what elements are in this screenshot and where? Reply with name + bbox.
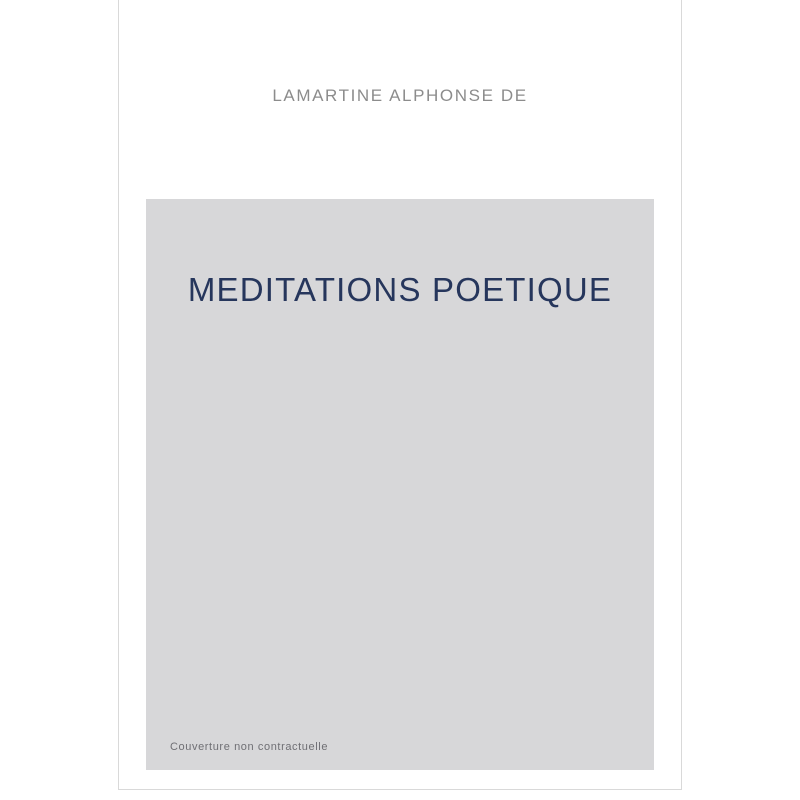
cover-sheet bbox=[118, 0, 682, 790]
book-title: MEDITATIONS POETIQUE bbox=[187, 271, 613, 308]
cover-image-placeholder bbox=[146, 199, 654, 770]
cover-disclaimer: Couverture non contractuelle bbox=[170, 741, 329, 753]
author-name: LAMARTINE ALPHONSE DE bbox=[272, 86, 528, 105]
